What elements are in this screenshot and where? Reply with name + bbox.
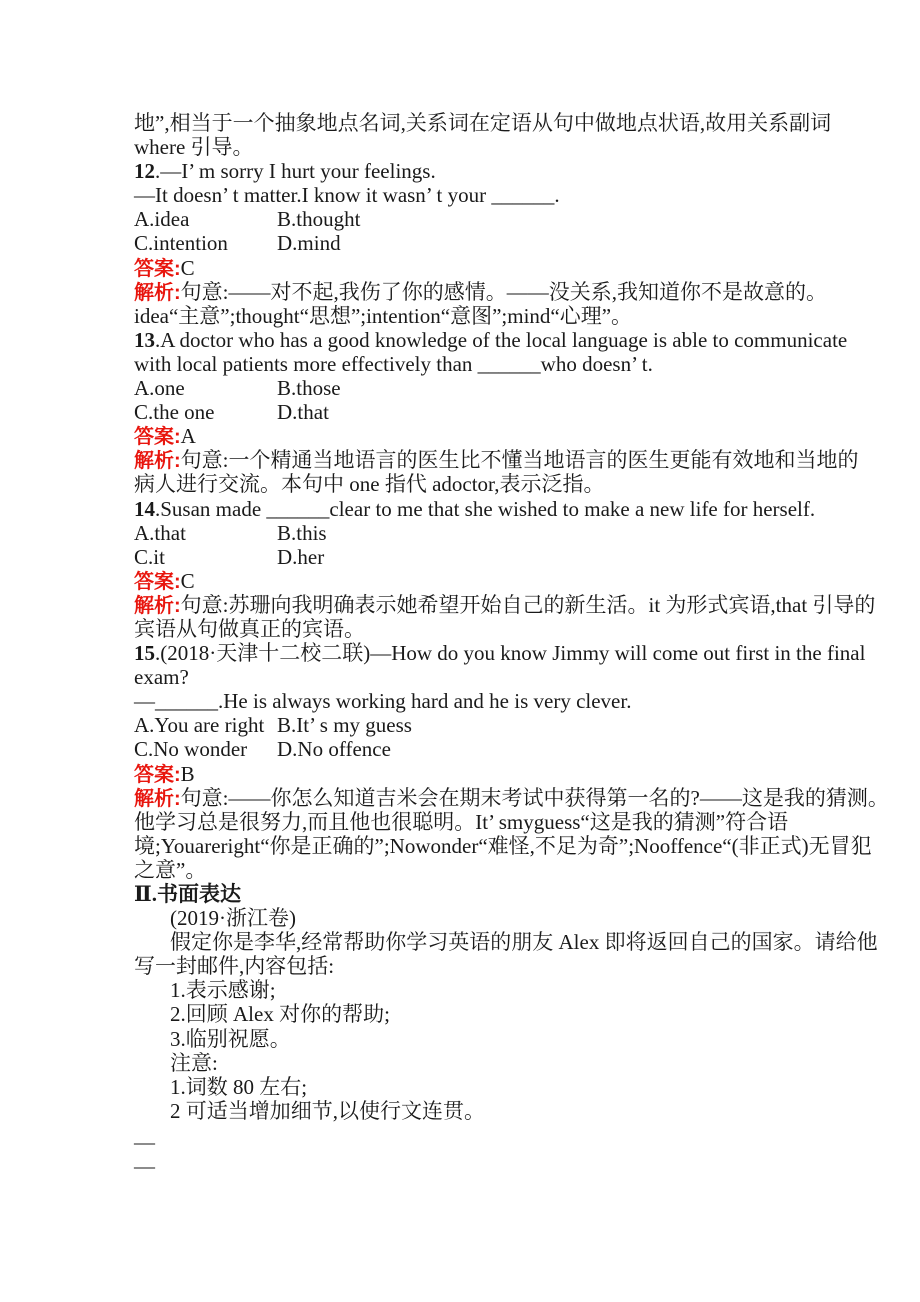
section-title: Ⅱ.书面表达: [134, 882, 241, 906]
text-segment: .(2018·天津十二校二联)—How do you know Jimmy will come out first in the final: [155, 641, 866, 666]
document-body: [134, 111, 889, 1179]
writing-task-line: [134, 906, 802, 930]
blank-dash-line: [134, 1154, 802, 1178]
option-a: A.You are right: [134, 713, 265, 738]
text-segment: exam?: [134, 665, 189, 690]
question-number: 13: [134, 327, 155, 352]
option-c: C.No wonder: [134, 737, 248, 762]
text-segment: 病人进行交流。本句中 one 指代 adoctor,表示泛指。: [134, 472, 605, 497]
analysis-label: 解析:: [134, 594, 181, 617]
option-row: [134, 713, 802, 737]
option-b: B.It’ s my guess: [277, 713, 412, 738]
analysis-line: [134, 617, 802, 641]
text-segment: 之意”。: [134, 857, 207, 882]
text-segment: idea“主意”;thought“思想”;intention“意图”;mind“心理”。: [134, 303, 633, 328]
text-segment: 假定你是李华,经常帮助你学习英语的朋友 Alex 即将返回自己的国家。请给他: [170, 930, 878, 955]
text-segment: 他学习总是很努力,而且他也很聪明。It’ smyguess“这是我的猜测”符合语: [134, 809, 789, 834]
text-segment: 注意:: [170, 1050, 218, 1075]
option-row: [134, 207, 802, 231]
text-segment: 2.回顾 Alex 对你的帮助;: [170, 1002, 390, 1027]
answer-value: C: [180, 568, 195, 593]
answer-value: A: [180, 424, 196, 449]
blank-dash-line: [134, 1130, 802, 1154]
question-14-line: [134, 496, 816, 521]
option-row: [134, 231, 802, 255]
option-b: B.this: [277, 520, 327, 545]
analysis-label: 解析:: [134, 787, 181, 810]
answer-label: 答案:: [134, 570, 181, 593]
answer-label: 答案:: [134, 763, 181, 786]
question-12-line: [134, 183, 802, 207]
question-number: 12: [134, 159, 155, 184]
writing-task-note: [134, 1075, 802, 1099]
question-15-line: [134, 665, 802, 689]
text-segment: 2 可适当增加细节,以使行文连贯。: [170, 1098, 485, 1123]
text-segment: 句意:一个精通当地语言的医生比不懂当地语言的医生更能有效地和当地的: [180, 448, 859, 473]
writing-task-item: [134, 1002, 802, 1026]
answer-label: 答案:: [134, 257, 181, 280]
text-segment: 1.词数 80 左右;: [170, 1074, 308, 1099]
answer-value: B: [180, 761, 195, 786]
answer-line: [134, 762, 802, 786]
question-15-line: [134, 641, 866, 666]
analysis-line: [134, 304, 802, 328]
analysis-line: [134, 279, 828, 304]
option-c: C.the one: [134, 400, 215, 425]
option-a: A.idea: [134, 207, 190, 232]
writing-task-item: [134, 1027, 802, 1051]
question-13-line: [134, 352, 802, 376]
analysis-line: [134, 785, 889, 810]
text-segment: with local patients more effectively than ______who doesn’ t.: [134, 351, 653, 376]
answer-blank-dash: —: [134, 1154, 155, 1179]
answer-label: 答案:: [134, 426, 181, 449]
option-d: D.that: [277, 400, 329, 425]
question-13-line: [134, 327, 848, 352]
text-segment: —______.He is always working hard and he is very clever.: [134, 689, 632, 714]
analysis-line: [134, 592, 876, 617]
text-segment: .—I’ m sorry I hurt your feelings.: [155, 159, 436, 184]
text-segment: 句意:——对不起,我伤了你的感情。——没关系,我知道你不是故意的。: [180, 279, 828, 304]
writing-task-line: [134, 954, 802, 978]
answer-blank-dash: —: [134, 1129, 155, 1154]
option-d: D.No offence: [277, 737, 391, 762]
analysis-line: [134, 472, 802, 496]
answer-line: [134, 569, 802, 593]
analysis-line: [134, 833, 872, 858]
option-a: A.that: [134, 520, 186, 545]
text-segment: 句意:苏珊向我明确表示她希望开始自己的新生活。it 为形式宾语,that 引导的: [180, 592, 876, 617]
question-12-line: [134, 159, 802, 183]
question-number: 14: [134, 496, 155, 521]
option-d: D.her: [277, 544, 325, 569]
writing-task-item: [134, 978, 802, 1002]
writing-task-note: [134, 1099, 802, 1123]
writing-task-note: [134, 1051, 802, 1075]
text-segment: —It doesn’ t matter.I know it wasn’ t your ______.: [134, 183, 560, 208]
grammar-note-line: [134, 111, 832, 135]
text-segment: .Susan made ______clear to me that she wished to make a new life for herself.: [155, 496, 816, 521]
analysis-line: [134, 448, 859, 473]
option-a: A.one: [134, 376, 185, 401]
exam-source: (2019·浙江卷): [170, 906, 296, 931]
answer-value: C: [180, 255, 195, 280]
text-segment: 1.表示感谢;: [170, 978, 276, 1003]
analysis-line: [134, 858, 802, 882]
answer-line: [134, 424, 802, 448]
text-segment: 3.临别祝愿。: [170, 1026, 291, 1051]
text-segment: 宾语从句做真正的宾语。: [134, 616, 365, 641]
text-segment: 境;Youareright“你是正确的”;Nowonder“难怪,不足为奇”;Nooffence“(非正式)无冒犯: [134, 833, 872, 858]
analysis-line: [134, 810, 802, 834]
question-15-line: [134, 689, 802, 713]
analysis-label: 解析:: [134, 450, 181, 473]
option-c: C.it: [134, 544, 165, 569]
text-segment: 写一封邮件,内容包括:: [134, 954, 335, 979]
option-row: [134, 376, 802, 400]
text-segment: 句意:——你怎么知道吉米会在期末考试中获得第一名的?——这是我的猜测。: [180, 785, 889, 810]
text-segment: 地”,相当于一个抽象地点名词,关系词在定语从句中做地点状语,故用关系副词: [134, 111, 832, 135]
grammar-note-line: [134, 135, 802, 159]
question-number: 15: [134, 641, 155, 666]
analysis-label: 解析:: [134, 281, 181, 304]
option-b: B.thought: [277, 207, 361, 232]
option-row: [134, 521, 802, 545]
writing-task-line: [134, 930, 878, 955]
text-segment: where 引导。: [134, 135, 254, 160]
option-row: [134, 737, 802, 761]
option-c: C.intention: [134, 231, 228, 256]
option-b: B.those: [277, 376, 341, 401]
text-segment: .A doctor who has a good knowledge of the local language is able to communicate: [155, 327, 848, 352]
answer-line: [134, 256, 802, 280]
option-row: [134, 400, 802, 424]
option-row: [134, 545, 802, 569]
option-d: D.mind: [277, 231, 341, 256]
section-heading: [134, 882, 802, 906]
